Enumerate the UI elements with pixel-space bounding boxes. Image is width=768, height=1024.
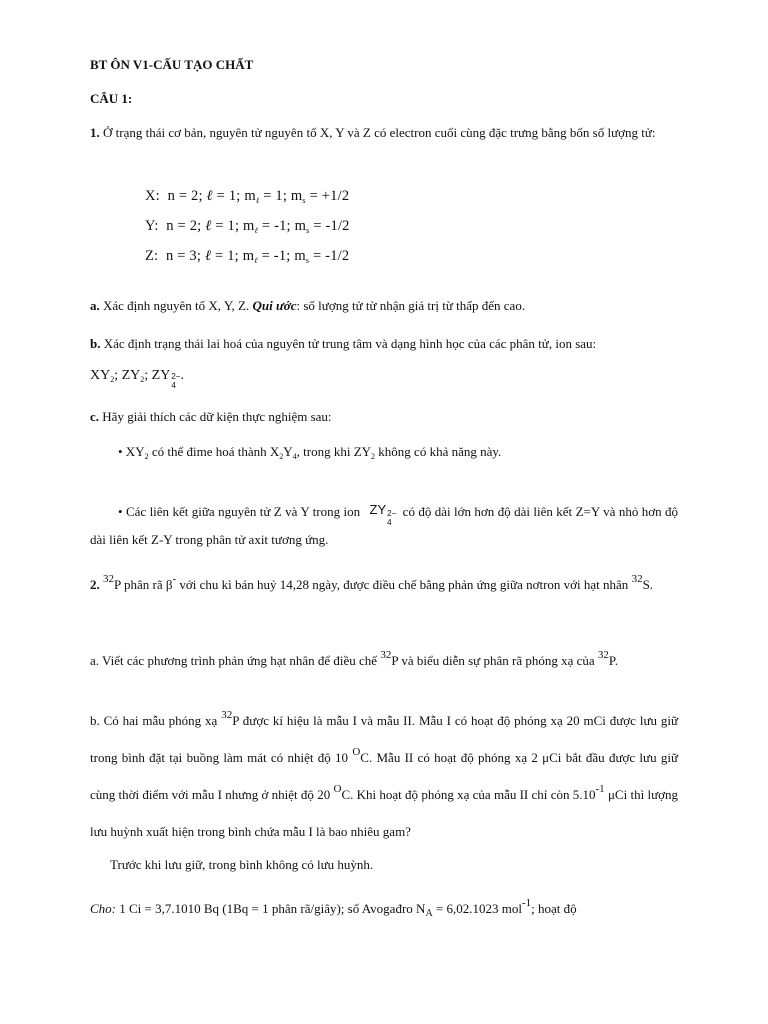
cau1-heading: CÂU 1: <box>90 91 133 106</box>
q1-part-a: a. Xác định nguyên tố X, Y, Z. Qui ước: số lượng tử từ nhận giá trị từ thấp đến cao. <box>90 298 526 313</box>
q1-bullet-1: • $XY_2$ có thể đime hoá thành $X_2Y_4$, trong khi $ZY_2$ không có khả năng này. <box>118 444 502 461</box>
q2-given: Cho: 1 Ci = 3,7.1010 Bq (1Bq = 1 phân rã/giây); số Avogađro $N_A = 6,02.1023$ mol$^{-1}$; hoạt độ <box>90 897 577 919</box>
q1-bullet-2: • Các liên kết giữa nguyên tử Z và Y trong ion ZY 2− 4 có độ dài lớn hơn độ dài liên kết Z=Y và nhỏ hơn độ dài liên kết Z-Y trong phân tử axit tương ứng. <box>90 502 678 547</box>
quantum-line-x: X: n = 2; ℓ = 1; $m_\ell = 1$; $m_s = +1/2$ <box>145 188 350 205</box>
quantum-line-z: Z: n = 3; ℓ = 1; $m_\ell = -1$; $m_s = -1/2$ <box>145 248 350 265</box>
q2-intro: 2. $^{32}$P phân rã β- với chu kì bán huỷ 14,28 ngày, được điều chế bằng phản ứng giữa nơtron với hạt nhân $^{32}$S. <box>90 573 654 592</box>
document-title: BT ÔN V1-CẤU TẠO CHẤT <box>90 57 254 72</box>
q2-part-a: a. Viết các phương trình phản ứng hạt nhân để điều chế $^{32}$P và biểu diễn sự phân rã phóng xạ của $^{32}$P. <box>90 649 618 668</box>
q1-part-c: c. Hãy giải thích các dữ kiện thực nghiệm sau: <box>90 409 332 424</box>
q2-part-b: b. Có hai mẫu phóng xạ $^{32}$P được kí hiệu là mẫu I và mẫu II. Mẫu I có hoạt độ phóng xạ 20 mCi được lưu giữ trong bình đặt tại buồng làm mát có nhiệt độ 10 $^O$C. Mẫu II có hoạt độ phóng xạ 2 μCi bắt đầu được lưu giữ cùng thời điểm với mẫu I nhưng ở nhiệt độ 20 $^O$C. Khi hoạt độ phóng xạ của mẫu II chỉ còn $5.10^{-1}$ μCi thì lượng lưu huỳnh xuất hiện trong bình chứa mẫu I là bao nhiêu gam? <box>90 709 679 839</box>
q1-part-b: b. Xác định trạng thái lai hoá của nguyên tử trung tâm và dạng hình học của các phân tử, ion sau: <box>90 336 597 351</box>
quantum-line-y: Y: n = 2; ℓ = 1; $m_\ell = -1$; $m_s = -1/2$ <box>145 218 350 235</box>
q2-note: Trước khi lưu giữ, trong bình không có lưu huỳnh. <box>110 857 374 872</box>
q1-intro: 1. Ở trạng thái cơ bản, nguyên tử nguyên tố X, Y và Z có electron cuối cùng đặc trưng bằng bốn số lượng tử: <box>90 125 656 140</box>
q1-part-b-formulas: $XY_2$; $ZY_2$; ZY 2− 4 . <box>90 368 184 390</box>
